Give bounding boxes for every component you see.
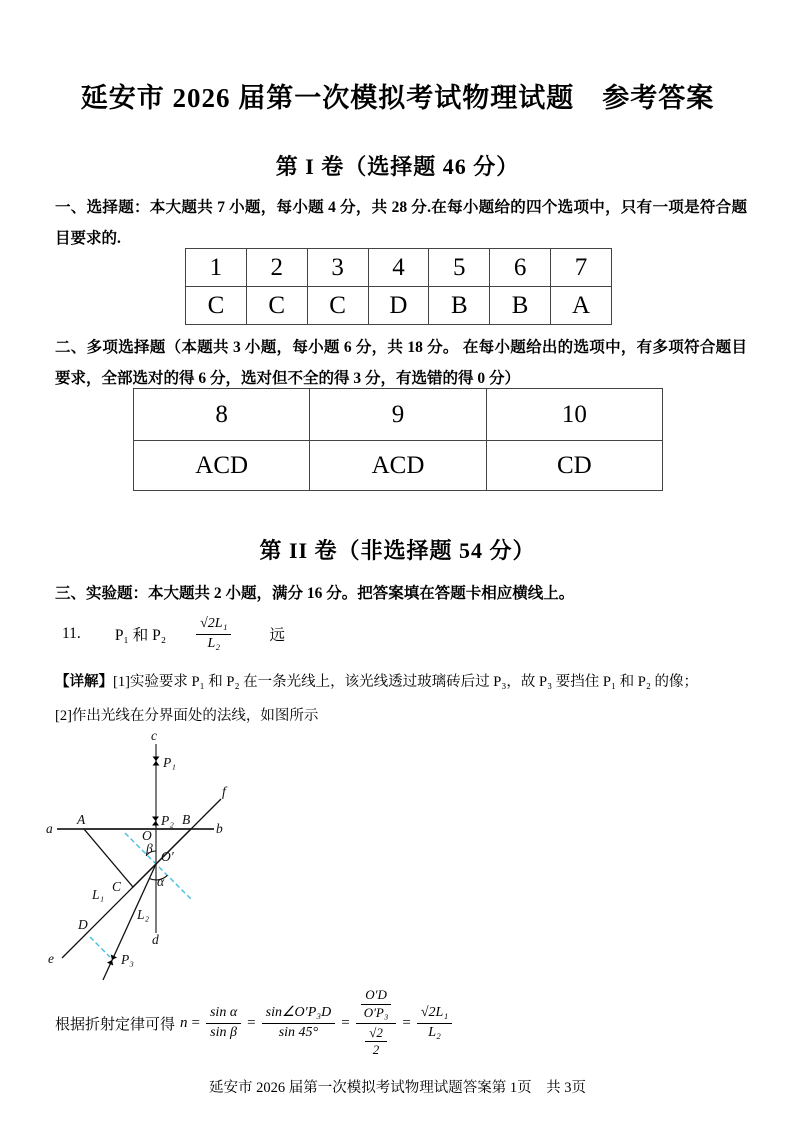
answer-cell: C [307,287,368,325]
multi-choice-answer-table [133,388,663,491]
label-alpha: α [157,874,165,889]
fraction-denominator: L₂ [428,1024,441,1040]
question-number-cell: 2 [246,249,307,287]
label-e: e [48,951,54,966]
label-O: O [142,828,152,843]
fraction-sin-angle [262,1004,336,1041]
fraction-od-op3 [360,987,393,1022]
explanation-line1 [55,672,760,692]
question-number-cell: 5 [429,249,490,287]
normal-dashed-line [125,833,191,899]
table-row [134,389,663,441]
equals-sign: = [402,1014,411,1031]
label-D: D [78,917,88,932]
label-C: C [112,879,122,894]
part2-heading: 第 II 卷（非选择题 54 分） [259,538,536,563]
label-p1: P₁ [163,755,176,770]
question-number: 11. [62,625,81,642]
answer-cell: CD [486,441,662,491]
question11-answer-line [62,608,285,660]
table-row [186,287,612,325]
single-choice-answer-table [185,248,612,325]
refraction-diagram [44,728,244,993]
answer-cell: B [429,287,490,325]
compound-numerator [356,986,397,1024]
fraction-denominator: sin 45° [278,1024,319,1040]
question-number-cell: 4 [368,249,429,287]
label-L2: L₂ [137,907,150,922]
answer-cell: C [186,287,247,325]
equals-sign: = [191,1014,200,1031]
label-B: B [182,812,191,827]
fraction-sin-alpha-beta [206,1004,241,1041]
experiment-intro: 三、实验题：本大题共 2 小题，满分 16 分。把答案填在答题卡相应横线上。 [55,585,575,602]
q11-blank1-answer: P₁ 和 P₂ [114,627,167,644]
table-row [134,441,663,491]
fraction-denominator: O′P₃ [363,1004,389,1020]
explanation-item1: [1]实验要求 P₁ 和 P₂ 在一条光线上，该光线透过玻璃砖后过 P₃，故 P₃ 要挡住 P₁ 和 P₂ 的像； [113,674,698,690]
question-number-cell: 8 [134,389,310,441]
answer-cell: A [551,287,612,325]
fraction-numerator: sin α [206,1004,241,1023]
answer-cell: B [490,287,551,325]
answer-cell: ACD [310,441,486,491]
label-d: d [152,932,159,947]
q11-blank2-fraction [196,615,231,652]
fraction-compound [356,986,397,1061]
question-number-cell: 3 [307,249,368,287]
label-Oprime: O′ [161,849,174,864]
label-c: c [151,728,157,743]
answer-cell: C [246,287,307,325]
fraction-numerator: √2 [365,1025,387,1043]
fraction-numerator: √2L₁ [417,1004,452,1023]
formula-n: n [180,1014,188,1031]
q11-blank3-answer: 远 [269,627,285,644]
question-number-cell: 10 [486,389,662,441]
table-row [186,249,612,287]
question-number-cell: 7 [551,249,612,287]
fraction-numerator: sin∠O′P₃D [262,1004,336,1023]
fraction-denominator: 2 [372,1042,380,1058]
fraction-result [417,1004,452,1041]
label-p2: P₂ [161,813,174,828]
fraction-numerator: O′D [361,987,391,1005]
interface-line-ef [62,799,221,958]
label-A: A [77,812,86,827]
explanation-line2: [2]作出光线在分界面处的法线，如图所示 [55,708,319,724]
compound-denominator [361,1024,391,1061]
pin-p2-mark [152,817,159,826]
label-L1: L₁ [92,887,105,902]
label-a: a [46,821,53,836]
question-number-cell: 9 [310,389,486,441]
pin-p1-mark [153,757,160,766]
dp3-dashed-line [90,937,110,957]
fraction-denominator: L₂ [207,635,221,651]
single-choice-intro: 一、选择题：本大题共 7 小题，每小题 4 分，共 28 分.在每小题给的四个选项中，只有一项是符合题目要求的. [55,199,747,247]
refraction-law-formula [55,986,454,1058]
glass-prism-triangle [84,829,191,887]
fraction-numerator: √2L₁ [196,615,231,634]
question-number-cell: 6 [490,249,551,287]
label-b: b [216,821,223,836]
explanation-label: 【详解】 [55,674,113,690]
fraction-sqrt2-2 [365,1025,387,1060]
question-number-cell: 1 [186,249,247,287]
answer-cell: D [368,287,429,325]
equals-sign: = [247,1014,256,1031]
equals-sign: = [341,1014,350,1031]
answer-cell: ACD [134,441,310,491]
page-title: 延安市 2026 届第一次模拟考试物理试题 参考答案 [80,83,715,113]
label-beta: β [146,841,153,856]
label-p3: P₃ [121,952,134,967]
page-footer: 延安市 2026 届第一次模拟考试物理试题答案第 1页 共 3页 [209,1080,586,1096]
formula-prefix: 根据折射定律可得 [55,1016,176,1033]
multi-choice-intro: 二、多项选择题（本题共 3 小题，每小题 6 分，共 18 分。 在每小题给出的选项中，有多项符合题目要求，全部选对的得 6 分，选对但不全的得 3 分，有选错的得 0 分） [55,339,747,387]
fraction-denominator: sin β [210,1024,237,1040]
part1-heading: 第 I 卷（选择题 46 分） [275,154,520,179]
label-f: f [222,784,226,799]
